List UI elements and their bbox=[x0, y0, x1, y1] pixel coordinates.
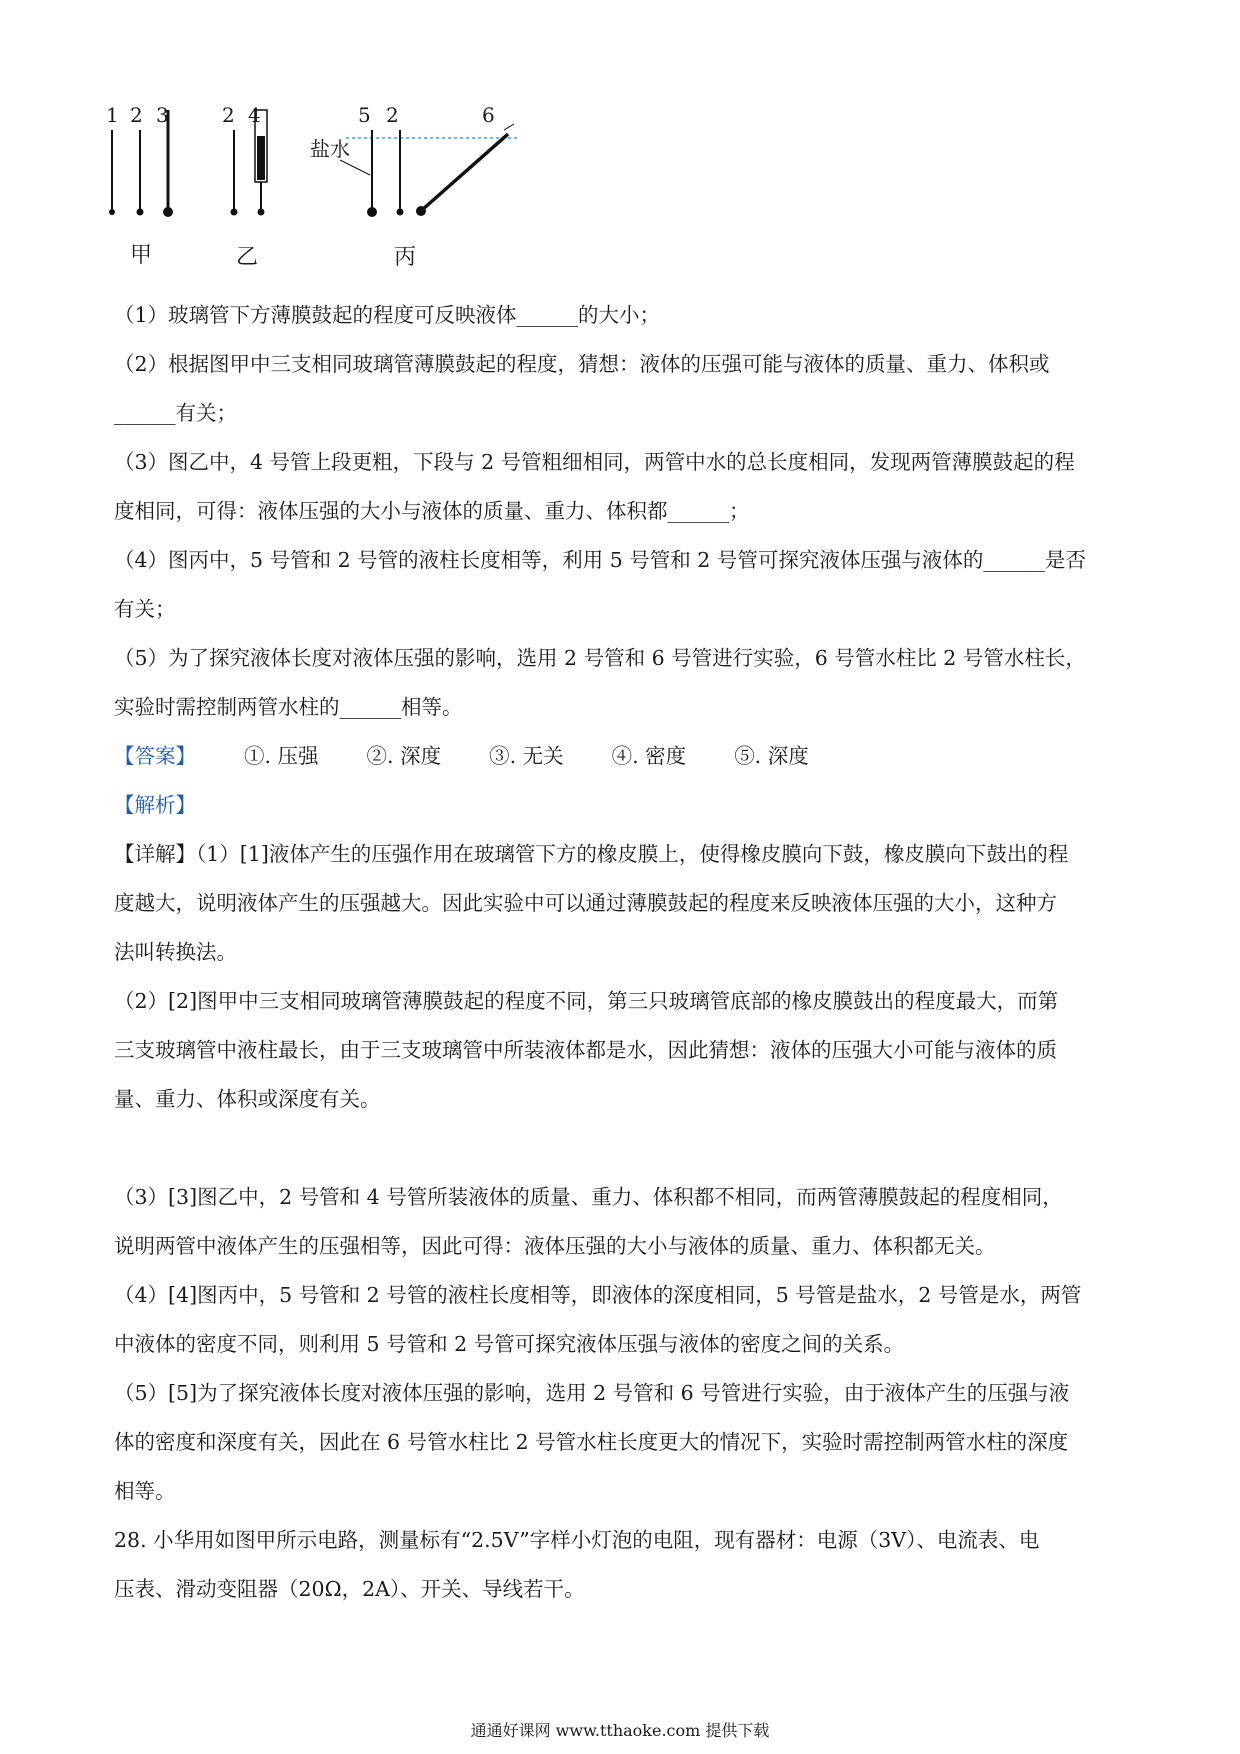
question-28-line-2: 压表、滑动变阻器（20Ω，2A）、开关、导线若干。 bbox=[114, 1577, 585, 1601]
explanation-line-7: （3）[3]图乙中，2 号管和 4 号管所装液体的质量、重力、体积都不相同，而两管薄膜鼓起的程度相同， bbox=[114, 1185, 1063, 1209]
explanation-line-2: 度越大，说明液体产生的压强越大。因此实验中可以通过薄膜鼓起的程度来反映液体压强的大小，这种方 bbox=[114, 891, 1057, 915]
answer-item-5: ⑤. 深度 bbox=[734, 744, 809, 768]
tube-3-membrane bbox=[163, 207, 173, 217]
answer-item-4: ④. 密度 bbox=[611, 744, 687, 768]
group-label-bing: 丙 bbox=[394, 245, 417, 270]
question-1: （1）玻璃管下方薄膜鼓起的程度可反映液体______的大小； bbox=[114, 303, 661, 327]
tube-label-2: 2 bbox=[130, 103, 143, 127]
tube-label-4: 4 bbox=[248, 103, 261, 127]
tube-6-end bbox=[504, 124, 514, 130]
question-28-line-1: 28. 小华用如图甲所示电路，测量标有“2.5V”字样小灯泡的电阻，现有器材：电源（3V）、电流表、电 bbox=[114, 1528, 1040, 1552]
question-5-line-1: （5）为了探究液体长度对液体压强的影响，选用 2 号管和 6 号管进行实验，6 号管水柱比 2 号管水柱长， bbox=[114, 646, 1086, 670]
question-4-line-1: （4）图丙中，5 号管和 2 号管的液柱长度相等，利用 5 号管和 2 号管可探究液体压强与液体的______是否 bbox=[114, 548, 1086, 572]
group-label-jia: 甲 bbox=[130, 243, 153, 268]
answer-item-1: ①. 压强 bbox=[244, 744, 319, 768]
explanation-line-9: （4）[4]图丙中，5 号管和 2 号管的液柱长度相等，即液体的深度相同，5 号管是盐水，2 号管是水，两管 bbox=[114, 1283, 1082, 1307]
question-2-line-2: ______有关； bbox=[114, 401, 237, 425]
answer-tag: 【答案】 bbox=[114, 744, 196, 768]
question-5-line-2: 实验时需控制两管水柱的______相等。 bbox=[114, 695, 463, 719]
explanation-line-4: （2）[2]图甲中三支相同玻璃管薄膜鼓起的程度不同，第三只玻璃管底部的橡皮膜鼓出的程度最大，而第 bbox=[114, 989, 1059, 1013]
tube-2-a-membrane bbox=[137, 209, 144, 216]
tube-4-membrane bbox=[258, 209, 265, 216]
tube-label-3: 3 bbox=[156, 103, 169, 127]
explanation-line-12: 体的密度和深度有关，因此在 6 号管水柱比 2 号管水柱长度更大的情况下，实验时需控制两管水柱的深度 bbox=[114, 1430, 1069, 1454]
salt-water-pointer bbox=[340, 160, 370, 175]
tube-5-membrane bbox=[367, 207, 377, 217]
analysis-tag: 【解析】 bbox=[114, 793, 196, 817]
question-3-line-1: （3）图乙中，4 号管上段更粗，下段与 2 号管粗细相同，两管中水的总长度相同，发现两管薄膜鼓起的程 bbox=[114, 450, 1075, 474]
explanation-line-1: 【详解】（1）[1]液体产生的压强作用在玻璃管下方的橡皮膜上，使得橡皮膜向下鼓，橡皮膜向下鼓出的程 bbox=[114, 842, 1069, 866]
tube-2-c-membrane bbox=[397, 209, 404, 216]
tube-6-membrane bbox=[416, 206, 426, 216]
question-4-line-2: 有关； bbox=[114, 597, 176, 621]
explanation-line-13: 相等。 bbox=[114, 1479, 176, 1503]
group-label-yi: 乙 bbox=[236, 245, 259, 270]
tube-1-membrane bbox=[109, 209, 115, 215]
tube-4-water bbox=[257, 136, 265, 180]
page-footer: 通通好课网 www.tthaoke.com 提供下载 bbox=[470, 1721, 770, 1740]
answer-row bbox=[114, 741, 1124, 771]
answer-item-2: ②. 深度 bbox=[366, 744, 442, 768]
tube-diagram bbox=[100, 100, 620, 280]
explanation-line-8: 说明两管中液体产生的压强相等，因此可得：液体压强的大小与液体的质量、重力、体积都无关。 bbox=[114, 1234, 996, 1258]
tube-label-2c: 2 bbox=[386, 103, 399, 127]
question-2-line-1: （2）根据图甲中三支相同玻璃管薄膜鼓起的程度，猜想：液体的压强可能与液体的质量、重力、体积或 bbox=[114, 352, 1050, 376]
question-3-line-2: 度相同，可得：液体压强的大小与液体的质量、重力、体积都______； bbox=[114, 499, 750, 523]
explanation-line-5: 三支玻璃管中液柱最长，由于三支玻璃管中所装液体都是水，因此猜想：液体的压强大小可能与液体的质 bbox=[114, 1038, 1057, 1062]
tube-6 bbox=[422, 134, 508, 210]
salt-water-label: 盐水 bbox=[310, 137, 350, 161]
tube-label-6: 6 bbox=[482, 103, 495, 127]
answer-item-3: ③. 无关 bbox=[489, 744, 564, 768]
explanation-line-10: 中液体的密度不同，则利用 5 号管和 2 号管可探究液体压强与液体的密度之间的关系。 bbox=[114, 1332, 905, 1356]
tube-experiment-figure bbox=[100, 100, 620, 280]
tube-label-1: 1 bbox=[106, 103, 119, 127]
explanation-line-11: （5）[5]为了探究液体长度对液体压强的影响，选用 2 号管和 6 号管进行实验，由于液体产生的压强与液 bbox=[114, 1381, 1070, 1405]
tube-label-5: 5 bbox=[358, 103, 371, 127]
tube-label-2b: 2 bbox=[222, 103, 235, 127]
tube-2-b-membrane bbox=[231, 209, 238, 216]
explanation-line-6: 量、重力、体积或深度有关。 bbox=[114, 1087, 381, 1111]
explanation-line-3: 法叫转换法。 bbox=[114, 940, 237, 964]
